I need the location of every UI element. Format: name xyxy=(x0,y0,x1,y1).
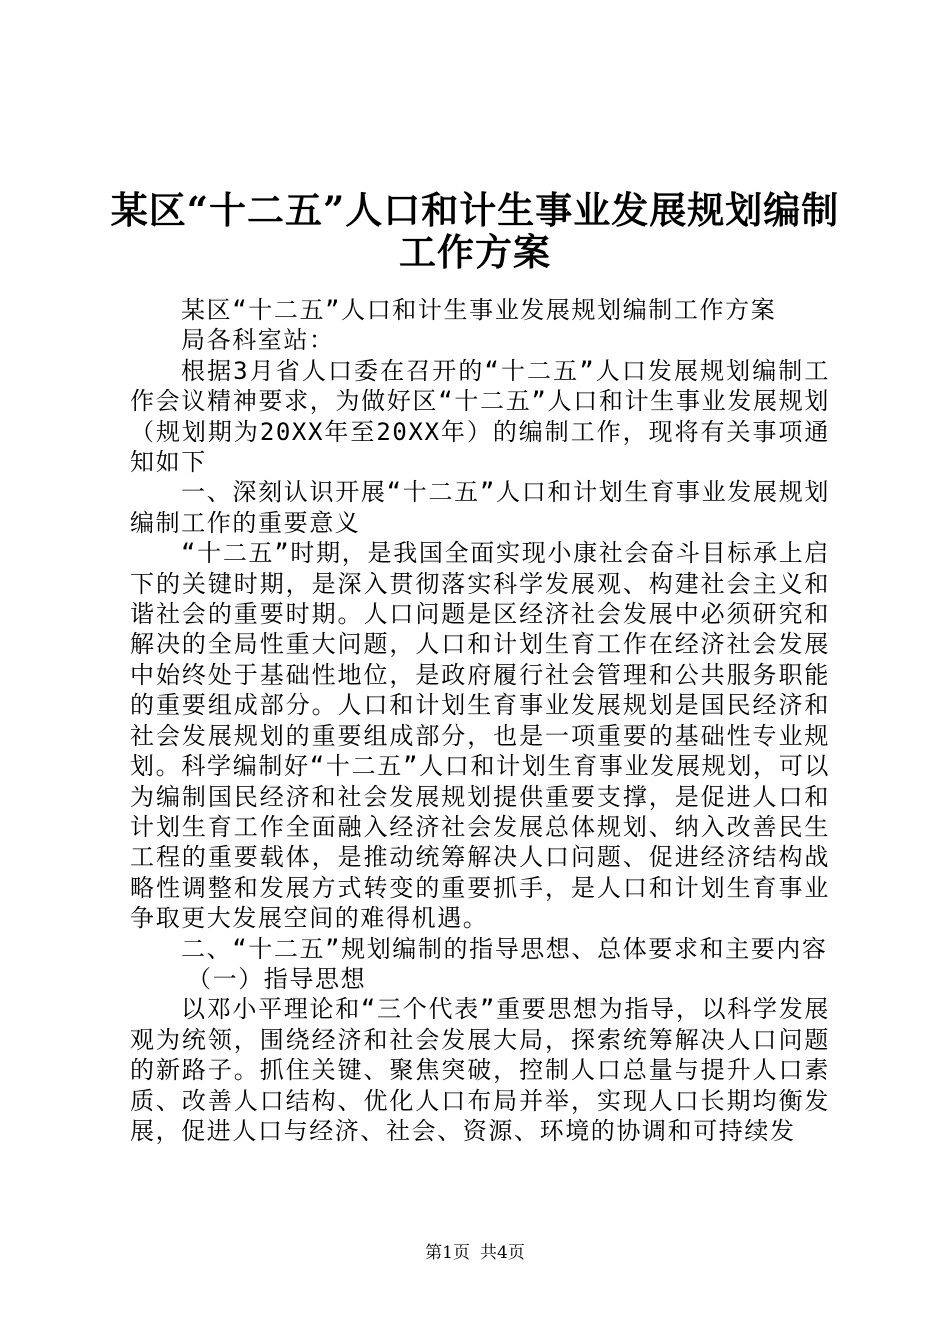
page-number: 第1页 xyxy=(425,1243,470,1263)
section-heading-1: 一、深刻认识开展“十二五”人口和计划生育事业发展规划编制工作的重要意义 xyxy=(130,478,830,537)
paragraph-addressee: 局各科室站： xyxy=(181,326,335,355)
paragraph-intro: 根据3月省人口委在召开的“十二五”人口发展规划编制工作会议精神要求，为做好区“十二五”人口和计生事业发展规划（规划期为20XX年至20XX年）的编制工作，现将有关事项通知如下 xyxy=(130,356,830,477)
section-heading-2: 二、“十二五”规划编制的指导思想、总体要求和主要内容 xyxy=(181,934,828,963)
subsection-heading-1: （一）指导思想 xyxy=(187,964,367,993)
paragraph-subtitle: 某区“十二五”人口和计生事业发展规划编制工作方案 xyxy=(181,296,777,324)
document-title-line-2: 工作方案 xyxy=(399,230,551,274)
document-title-line-1: 某区“十二五”人口和计生事业发展规划编制 xyxy=(110,188,840,232)
page-footer xyxy=(0,1242,950,1264)
page-total: 共4页 xyxy=(480,1243,525,1263)
paragraph-significance: “十二五”时期，是我国全面实现小康社会奋斗目标承上启下的关键时期，是深入贯彻落实科学发展观、构建社会主义和谐社会的重要时期。人口问题是区经济社会发展中必须研究和解决的全局性重大问题，人口和计划生育工作在经济社会发展中始终处于基础性地位，是政府履行社会管理和公共服务职能的重要组成部分。人口和计划生育事业发展规划是国民经济和社会发展规划的重要组成部分，也是一项重要的基础性专业规划。科学编制好“十二五”人口和计划生育事业发展规划，可以为编制国民经济和社会发展规划提供重要支撑，是促进人口和计划生育工作全面融入经济社会发展总体规划、纳入改善民生工程的重要载体，是推动统筹解决人口问题、促进经济结构战略性调整和发展方式转变的重要抓手，是人口和计划生育事业争取更大发展空间的难得机遇。 xyxy=(130,539,830,933)
paragraph-guiding-ideology: 以邓小平理论和“三个代表”重要思想为指导，以科学发展观为统领，围绕经济和社会发展大局，探索统筹解决人口问题的新路子。抓住关键、聚焦突破，控制人口总量与提升人口素质、改善人口结构、优化人口布局并举，实现人口长期均衡发展，促进人口与经济、社会、资源、环境的协调和可持续发 xyxy=(130,995,830,1145)
document-body xyxy=(130,295,830,1146)
